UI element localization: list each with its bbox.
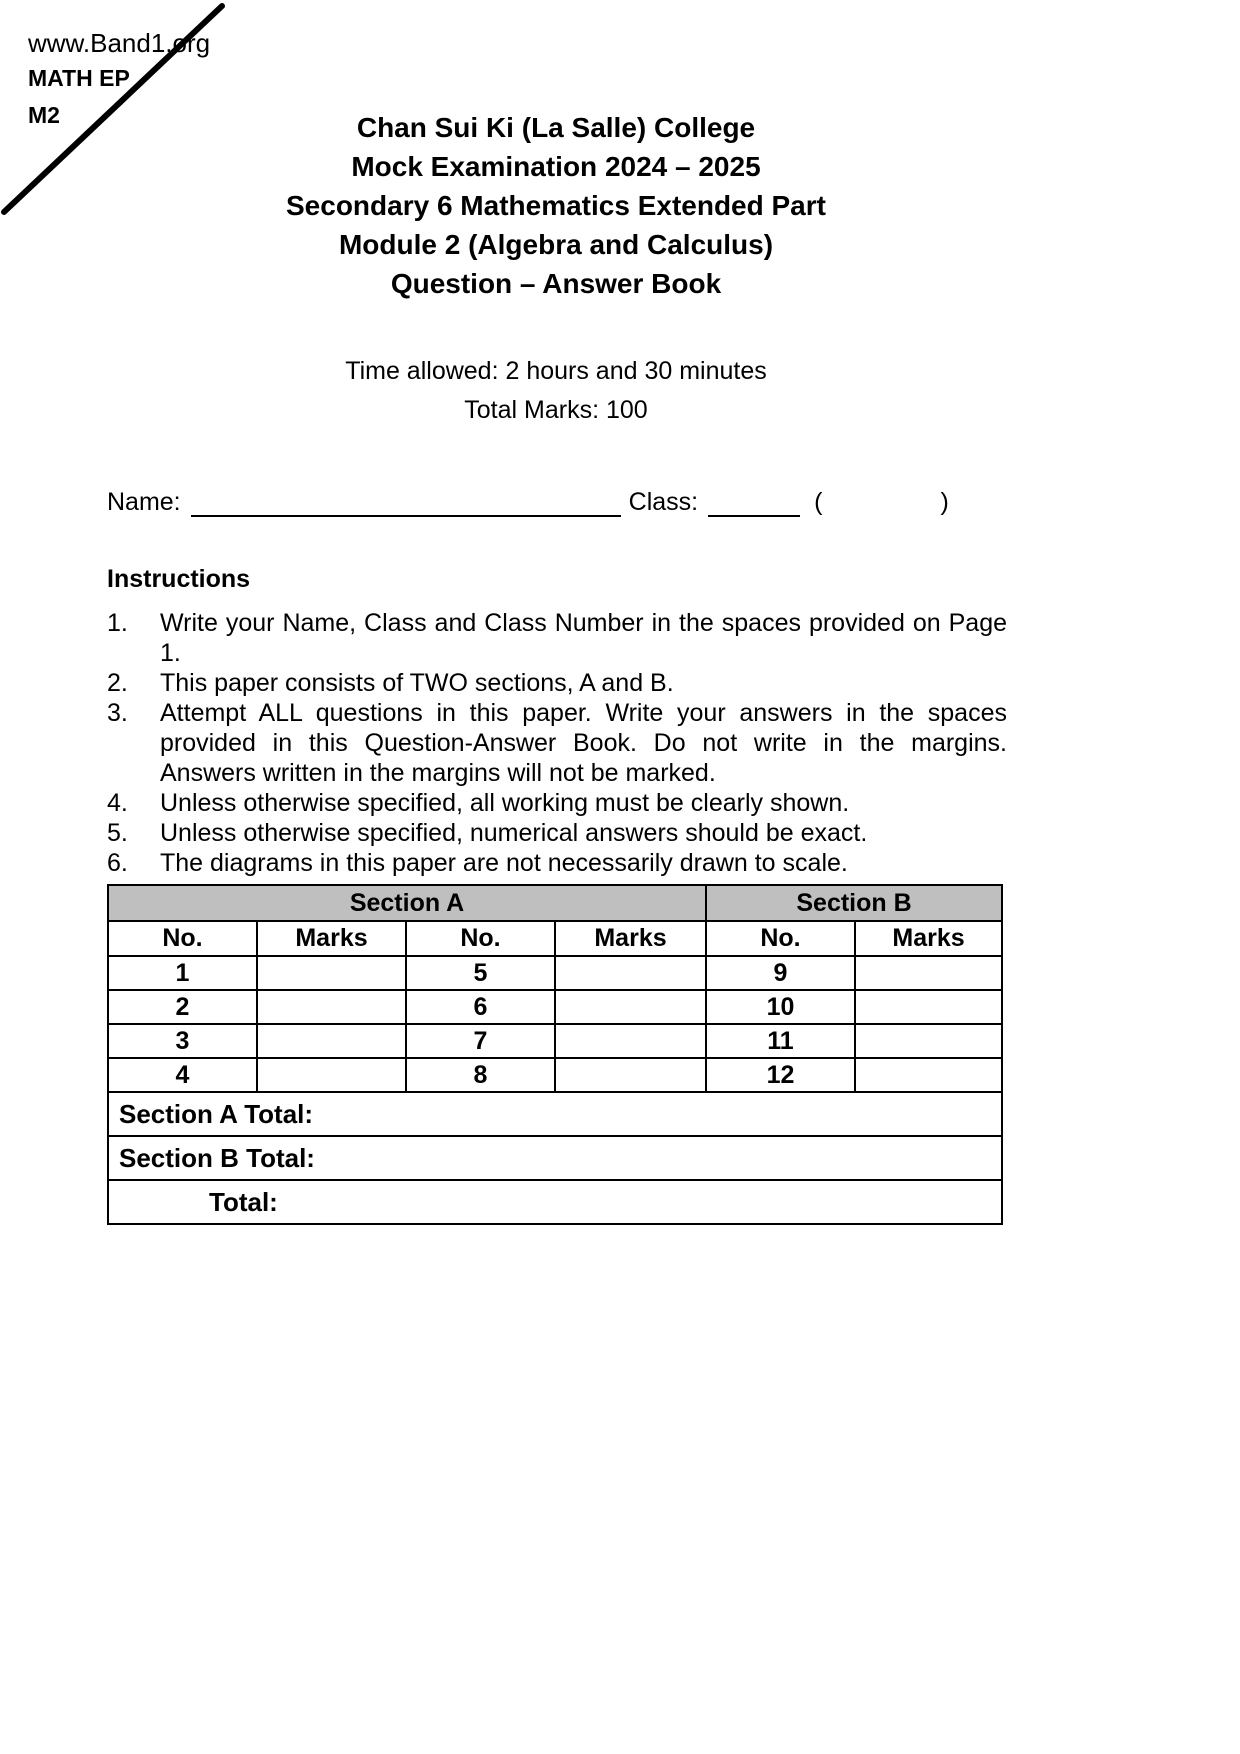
question-no-cell: 12	[706, 1058, 855, 1092]
marks-table	[107, 884, 1003, 1225]
col-header-no: No.	[706, 921, 855, 956]
instruction-item	[107, 818, 1007, 848]
class-label: Class:	[628, 488, 699, 516]
grand-total-row	[108, 1180, 1002, 1224]
title-block	[107, 108, 1005, 303]
table-row	[108, 1024, 1002, 1058]
watermark-url: www.Band1.org	[28, 28, 211, 58]
instruction-number: 2.	[107, 669, 128, 697]
question-no-cell: 3	[108, 1024, 257, 1058]
col-header-no: No.	[108, 921, 257, 956]
section-b-total-row	[108, 1136, 1002, 1180]
class-number-paren-open: (	[814, 488, 823, 516]
class-fill-line	[708, 491, 800, 517]
module-code-label: M2	[28, 102, 60, 128]
instruction-number: 4.	[107, 789, 128, 817]
instruction-item	[107, 698, 1007, 788]
section-a-total-row	[108, 1092, 1002, 1136]
section-b-total-label: Section B Total:	[108, 1136, 1002, 1180]
instruction-number: 5.	[107, 819, 128, 847]
col-header-no: No.	[406, 921, 555, 956]
instruction-text: Unless otherwise specified, numerical answers should be exact.	[160, 819, 868, 847]
instruction-text: This paper consists of TWO sections, A and B.	[160, 669, 674, 697]
table-row	[108, 990, 1002, 1024]
question-no-cell: 6	[406, 990, 555, 1024]
total-marks-text: Total Marks: 100	[464, 396, 648, 424]
module-title: Module 2 (Algebra and Calculus)	[338, 229, 774, 260]
instruction-item	[107, 848, 1007, 878]
question-no-cell: 11	[706, 1024, 855, 1058]
instructions-heading: Instructions	[107, 565, 251, 593]
instruction-item	[107, 668, 1007, 698]
question-no-cell: 4	[108, 1058, 257, 1092]
marks-cell	[257, 956, 406, 990]
question-no-cell: 8	[406, 1058, 555, 1092]
instruction-number: 6.	[107, 849, 128, 877]
col-header-marks: Marks	[257, 921, 406, 956]
instruction-number: 1.	[107, 609, 128, 637]
question-no-cell: 9	[706, 956, 855, 990]
name-label: Name:	[107, 488, 181, 516]
subject-title: Secondary 6 Mathematics Extended Part	[286, 190, 826, 221]
instruction-text: Unless otherwise specified, all working must be clearly shown.	[160, 789, 850, 817]
name-class-row	[107, 488, 1005, 517]
corner-block	[28, 28, 210, 139]
col-header-marks: Marks	[855, 921, 1002, 956]
marks-cell	[855, 1024, 1002, 1058]
instruction-text: Write your Name, Class and Class Number in the spaces provided on Page 1.	[160, 609, 1007, 667]
section-a-header: Section A	[108, 885, 706, 921]
time-block	[107, 352, 1005, 430]
section-a-total-label: Section A Total:	[108, 1092, 1002, 1136]
col-header-marks: Marks	[555, 921, 706, 956]
subject-code-label: MATH EP	[28, 65, 130, 91]
instruction-item	[107, 788, 1007, 818]
marks-cell	[555, 956, 706, 990]
question-no-cell: 2	[108, 990, 257, 1024]
instruction-item	[107, 608, 1007, 668]
class-number-paren-close: )	[940, 488, 949, 516]
marks-cell	[855, 990, 1002, 1024]
exam-title: Mock Examination 2024 – 2025	[351, 151, 761, 182]
marks-cell	[855, 1058, 1002, 1092]
section-b-header: Section B	[706, 885, 1002, 921]
marks-cell	[257, 1058, 406, 1092]
question-no-cell: 7	[406, 1024, 555, 1058]
instruction-text: Attempt ALL questions in this paper. Write your answers in the spaces provided in this Question-Answer Book. Do not write in the margins. Answers written in the margins will not be marked.	[160, 699, 1007, 787]
table-row	[108, 1058, 1002, 1092]
section-header-row	[108, 885, 1002, 921]
book-title: Question – Answer Book	[390, 268, 722, 299]
question-no-cell: 5	[406, 956, 555, 990]
name-fill-line	[191, 491, 621, 517]
marks-cell	[855, 956, 1002, 990]
instructions-section	[107, 565, 1007, 878]
instruction-text: The diagrams in this paper are not necessarily drawn to scale.	[160, 849, 848, 877]
marks-cell	[555, 1024, 706, 1058]
column-header-row	[108, 921, 1002, 956]
marks-cell	[257, 990, 406, 1024]
college-title: Chan Sui Ki (La Salle) College	[356, 112, 756, 143]
marks-cell	[555, 1058, 706, 1092]
question-no-cell: 1	[108, 956, 257, 990]
question-no-cell: 10	[706, 990, 855, 1024]
marks-cell	[257, 1024, 406, 1058]
instruction-number: 3.	[107, 699, 128, 727]
marks-cell	[555, 990, 706, 1024]
table-row	[108, 956, 1002, 990]
time-allowed-text: Time allowed: 2 hours and 30 minutes	[345, 357, 767, 385]
grand-total-label: Total:	[108, 1180, 1002, 1224]
